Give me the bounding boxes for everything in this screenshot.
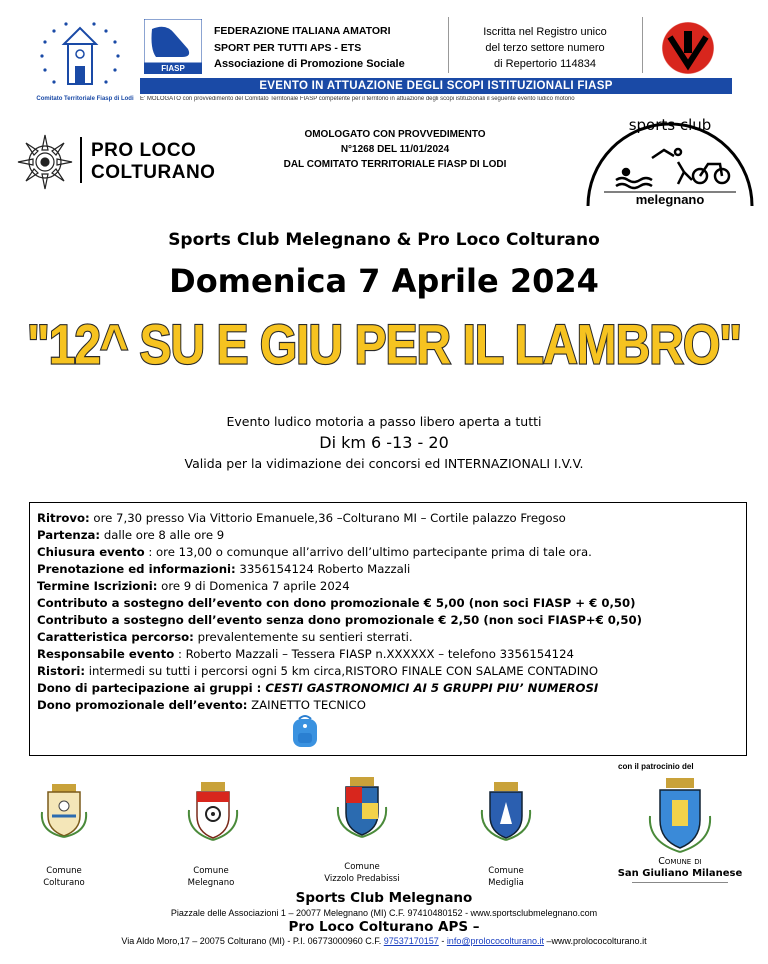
fiasp-lodi-logo	[30, 16, 134, 106]
info-contributo-con-dono: Contributo a sostegno dell’evento con dono promozionale € 5,00 (non soci FIASP + € 0,50)	[37, 596, 636, 610]
crest-san-giuliano	[644, 776, 716, 861]
crest-colturano	[38, 782, 90, 843]
fed-line-1: FEDERAZIONE ITALIANA AMATORI	[214, 25, 391, 37]
flower-emblem-icon	[14, 134, 76, 190]
subtitle-line-1: Evento ludico motoria a passo libero aperta a tutti	[226, 414, 542, 429]
comune-colturano-l1: Comune	[46, 866, 82, 876]
ivv-logo	[650, 19, 726, 77]
info-dono-promozionale: Dono promozionale dell’evento: ZAINETTO TECNICO	[37, 698, 366, 712]
event-date: Domenica 7 Aprile 2024	[169, 262, 599, 300]
sports-club-bottom-text: melegnano	[635, 192, 705, 207]
fiasp-banner: EVENTO IN ATTUAZIONE DEGLI SCOPI ISTITUZIONALI FIASP	[140, 78, 732, 94]
fiasp-logo-text: FIASP	[144, 63, 202, 74]
comune-vizzolo-l1: Comune	[344, 862, 380, 872]
crest-mediglia	[478, 780, 534, 847]
crest-melegnano	[183, 780, 243, 847]
melegnano-crest-icon	[183, 780, 243, 842]
proloco-logo	[14, 134, 76, 190]
fiasp-logo	[144, 19, 202, 75]
reg-line-2: del terzo settore numero	[485, 42, 605, 54]
comune-colturano-l2: Colturano	[43, 878, 85, 888]
backpack-icon	[290, 713, 320, 753]
comune-melegnano-l1: Comune	[193, 866, 229, 876]
info-prenotazione: Prenotazione ed informazioni: 3356154124 Roberto Mazzali	[37, 562, 411, 576]
sports-club-name: Sports Club Melegnano	[295, 890, 473, 906]
comune-san-giuliano-l2: San Giuliano Milanese	[617, 868, 743, 879]
mologato-note: E' MOLOGATO con provvedimento del Comitato Territoriale FIASP competente per il territorio in attuazione degli scopi istituzionali il seguente evento ludico motorio	[140, 96, 575, 102]
comune-san-giuliano-l1: Comune di	[658, 856, 702, 867]
event-title: "12^ SU E GIU PER IL LAMBRO"	[26, 315, 742, 376]
subtitle-line-3: Valida per la vidimazione dei concorsi ed INTERNAZIONALI I.V.V.	[184, 456, 584, 471]
info-contributo-senza-dono: Contributo a sostegno dell’evento senza dono promozionale € 2,50 (non soci FIASP+€ 0,50)	[37, 613, 642, 627]
colturano-crest-icon	[38, 782, 90, 838]
fed-line-2: SPORT PER TUTTI APS - ETS	[214, 42, 362, 54]
fiasp-foot-icon	[144, 19, 202, 63]
info-ristori: Ristori: intermedi su tutti i percorsi ogni 5 km circa,RISTORO FINALE CON SALAME CONTADINO	[37, 664, 599, 678]
proloco-divider	[80, 137, 82, 183]
omologato-line-2: N°1268 DEL 11/01/2024	[340, 144, 450, 155]
proloco-email-link[interactable]: info@prolococolturano.it	[446, 936, 545, 946]
event-info-box	[29, 502, 747, 756]
reg-line-1: Iscritta nel Registro unico	[483, 26, 607, 38]
comune-mediglia-l1: Comune	[488, 866, 524, 876]
proloco-address: Via Aldo Moro,17 – 20075 Colturano (MI) - P.I. 06773000960 C.F. 97537170157 - info@prolococolturano.it –www.prolococolturano.it	[121, 936, 647, 946]
info-chiusura: Chiusura evento : ore 13,00 o comunque all’arrivo dell’ultimo partecipante prima di tale ora.	[37, 545, 592, 559]
comune-vizzolo-l2: Vizzolo Predabissi	[324, 874, 400, 884]
info-ritrovo: Ritrovo: ore 7,30 presso Via Vittorio Emanuele,36 –Colturano MI – Cortile palazzo Fregoso	[37, 511, 566, 525]
sports-club-logo	[582, 114, 758, 214]
ivv-globe-icon	[650, 19, 726, 77]
vizzolo-crest-icon	[334, 775, 390, 839]
comune-melegnano-l2: Melegnano	[187, 878, 235, 888]
info-responsabile: Responsabile evento : Roberto Mazzali – Tessera FIASP n.XXXXXX – telefono 3356154124	[37, 647, 574, 661]
fed-line-3: Associazione di Promozione Sociale	[214, 58, 405, 70]
info-dono-gruppi: Dono di partecipazione ai gruppi : CESTI GASTRONOMICI AI 5 GRUPPI PIU’ NUMEROSI	[37, 681, 599, 695]
omologato-line-3: DAL COMITATO TERRITORIALE FIASP DI LODI	[283, 159, 507, 170]
tower-emblem-icon	[30, 16, 130, 96]
info-partenza: Partenza: dalle ore 8 alle ore 9	[37, 528, 225, 542]
fiasp-lodi-caption: Comitato Territoriale Fiasp di Lodi	[36, 96, 134, 102]
info-termine: Termine Iscrizioni: ore 9 di Domenica 7 aprile 2024	[37, 579, 350, 593]
proloco-name: Pro Loco Colturano APS –	[288, 919, 480, 935]
proloco-line-2: COLTURANO	[91, 162, 216, 183]
comune-mediglia-l2: Mediglia	[488, 878, 524, 888]
patrocinio-label: con il patrocinio del	[618, 762, 694, 771]
info-percorso: Caratteristica percorso: prevalentemente su sentieri sterrati.	[37, 630, 413, 644]
crest-vizzolo	[334, 775, 390, 844]
proloco-cf-link[interactable]: 97537170157	[383, 936, 439, 946]
sports-club-address: Piazzale delle Associazioni 1 – 20077 Melegnano (MI) C.F. 97410480152 - www.sportsclubmelegnano.com	[170, 908, 598, 918]
san-giuliano-divider	[632, 882, 728, 883]
mediglia-crest-icon	[478, 780, 534, 842]
reg-line-3: di Repertorio 114834	[494, 58, 596, 70]
proloco-line-1: PRO LOCO	[91, 140, 197, 161]
subtitle-distances: Di km 6 -13 - 20	[319, 433, 449, 452]
san-giuliano-crest-icon	[644, 776, 716, 856]
organizers-line: Sports Club Melegnano & Pro Loco Colturano	[168, 230, 600, 250]
omologato-line-1: OMOLOGATO CON PROVVEDIMENTO	[304, 129, 486, 140]
sports-club-top-text: sports club	[628, 116, 712, 134]
